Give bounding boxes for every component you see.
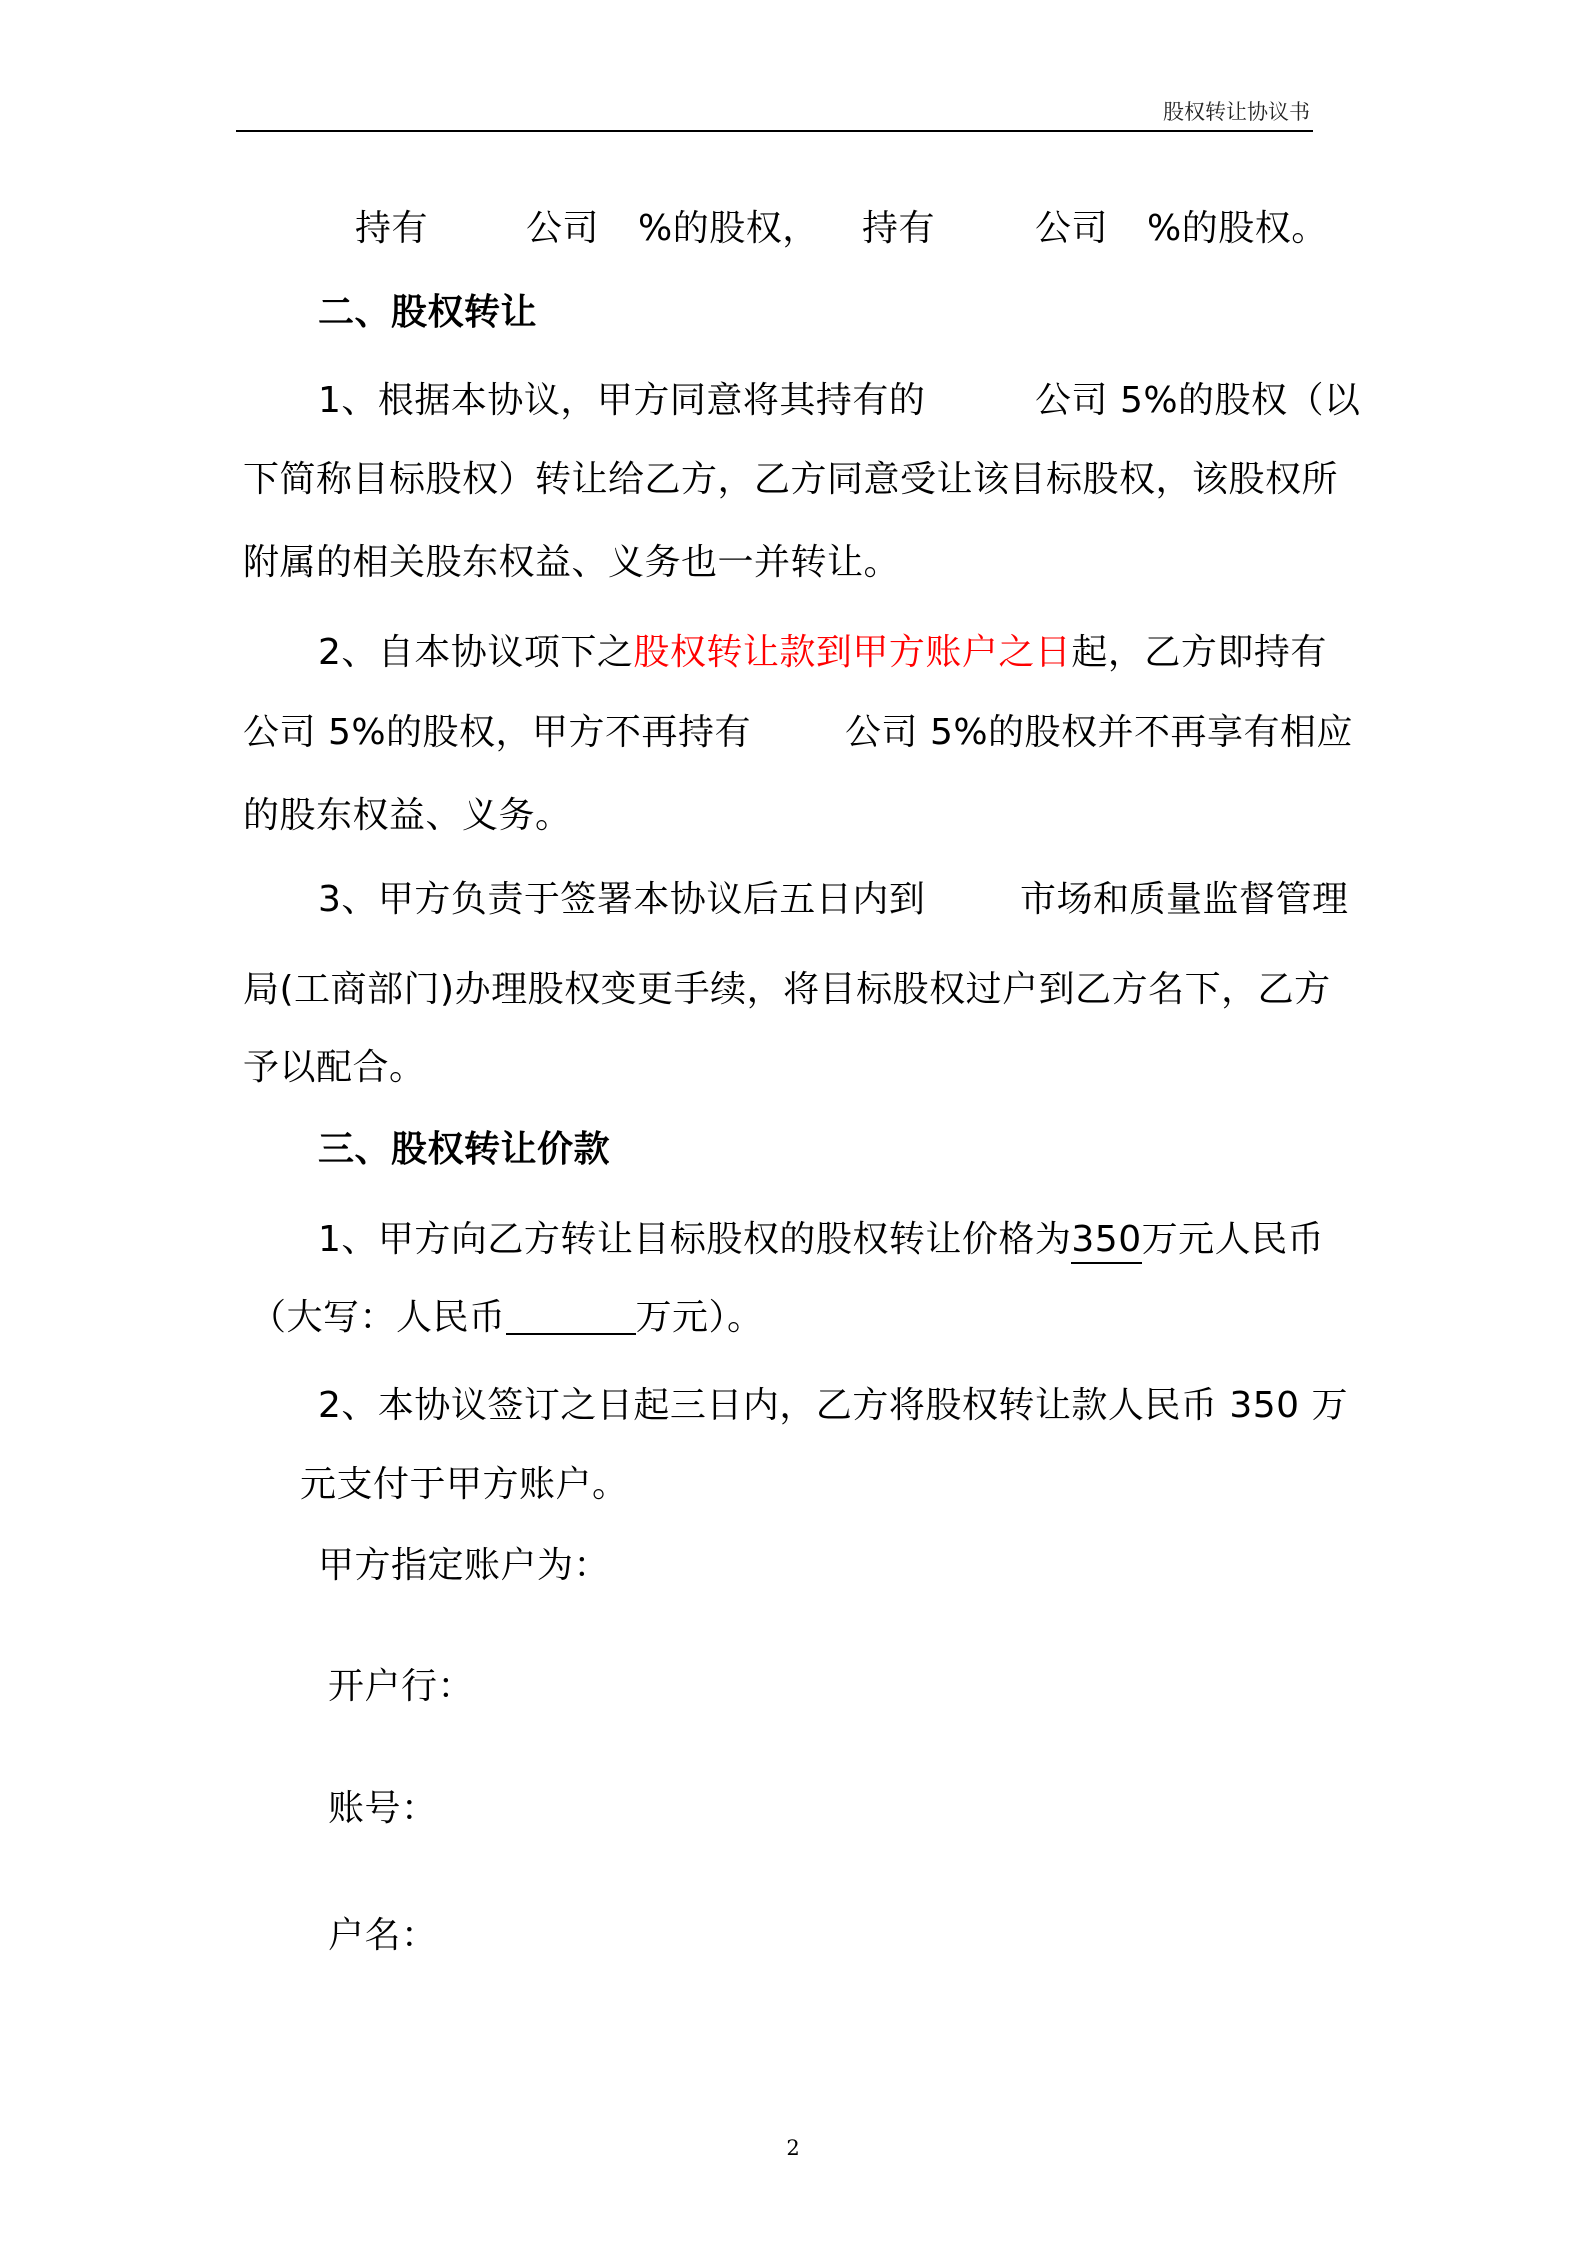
clause-2-3-line-2: 局(工商部门)办理股权变更手续，将目标股权过户到乙方名下，乙方 [243,969,1331,1010]
account-number-label: 账号： [328,1788,438,1829]
section-heading-price: 三、股权转让价款 [318,1129,611,1170]
clause-2-1-line-2: 下简称目标股权）转让给乙方，乙方同意受让该目标股权，该股权所 [243,459,1339,500]
clause-2-2-line-1: 2、自本协议项下之股权转让款到甲方账户之日起，乙方即持有 [318,632,1327,673]
clause-3-2-line-1: 2、本协议签订之日起三日内，乙方将股权转让款人民币 350 万 [318,1385,1349,1426]
clause-2-2-line-3: 的股东权益、义务。 [243,795,572,836]
clause-2-1-line-3: 附属的相关股东权益、义务也一并转让。 [243,542,901,583]
section-heading-transfer: 二、股权转让 [318,292,538,333]
clause-3-1-line-1: 1、甲方向乙方转让目标股权的股权转让价格为350万元人民币 [318,1216,1586,1264]
account-intro: 甲方指定账户为： [318,1545,611,1586]
clause-3-1-line-2: （大写：人民币 万元）。 [250,1293,1586,1342]
clause-2-3-line-3: 予以配合。 [243,1047,426,1088]
running-header: 股权转让协议书 [1163,100,1310,124]
page-number: 2 [786,2136,800,2160]
price-amount: 350 [1071,1218,1141,1264]
amount-in-words-blank [506,1293,636,1335]
clause-3-2-line-2: 元支付于甲方账户。 [300,1464,629,1505]
highlighted-phrase: 股权转让款到甲方账户之日 [633,632,1072,673]
header-divider [236,130,1313,132]
account-name-label: 户名： [328,1915,438,1956]
bank-label: 开户行： [328,1666,475,1707]
